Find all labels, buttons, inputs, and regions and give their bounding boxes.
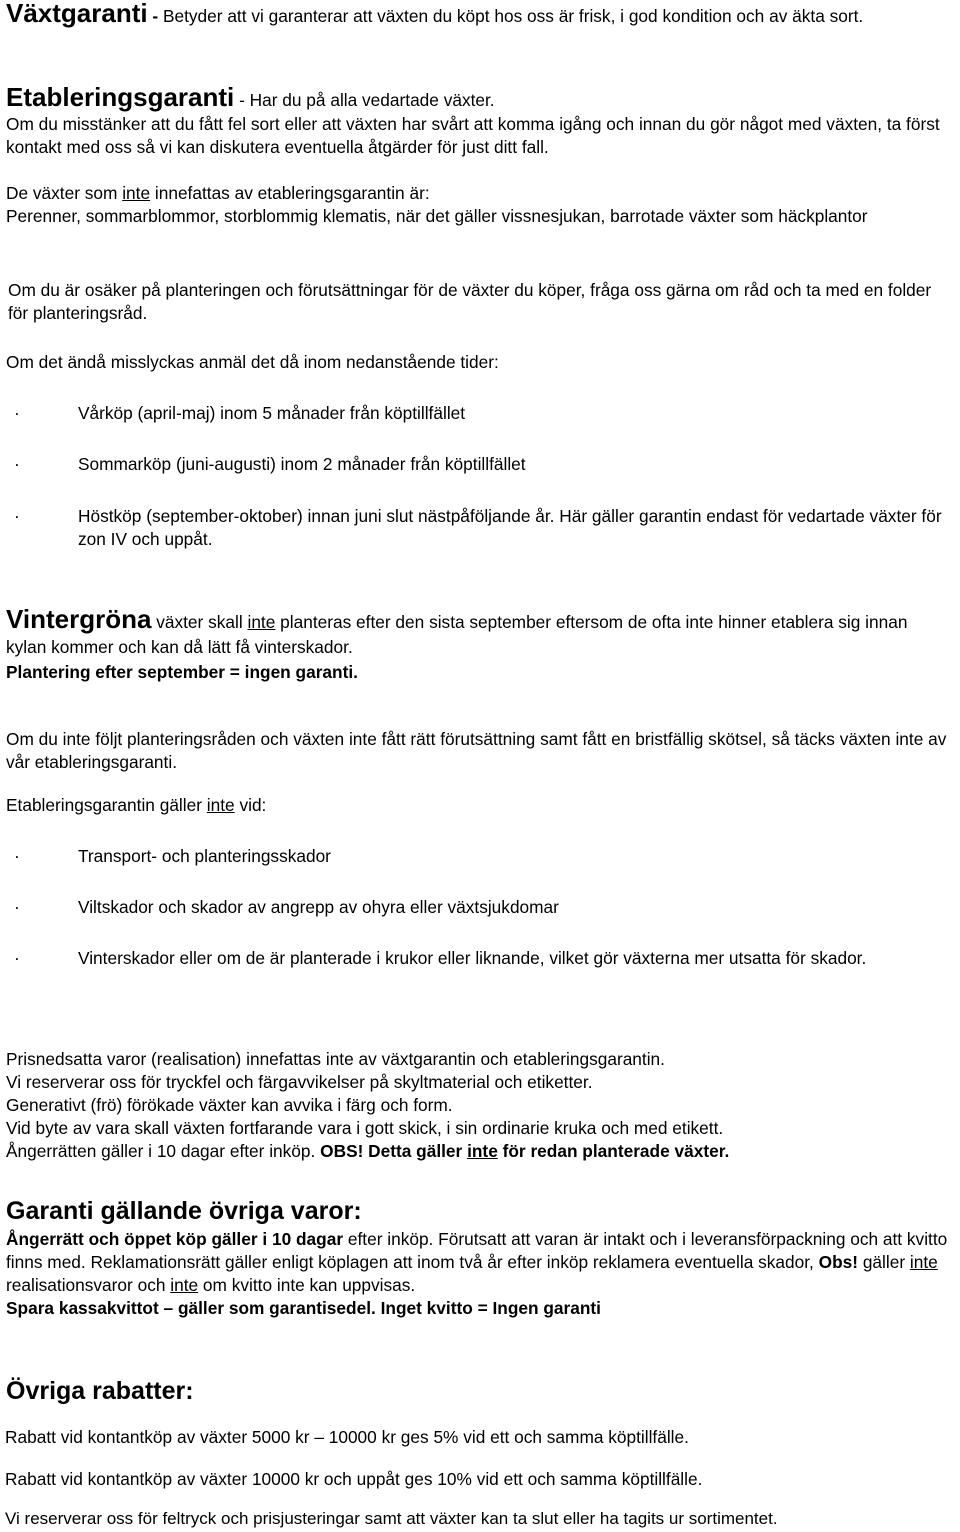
vaxtgaranti-text: Betyder att vi garanterar att växten du köpt hos oss är frisk, i god kondition och av äkta sort. (162, 6, 864, 26)
list-item (6, 896, 950, 919)
etableringsgaranti-subtitle: Har du på alla vedartade växter. (249, 90, 495, 110)
misc-terms (6, 1048, 950, 1163)
etablering-paragraph-1: Om du misstänker att du fått fel sort eller att växten har svårt att komma igång och innan du gör något med växten, ta först kontakt med oss så vi kan diskutera eventuella åtgärder för just ditt fall. (6, 114, 940, 157)
list-item (6, 845, 950, 868)
underlined-text: inte (467, 1141, 498, 1161)
etableringsgaranti-title: Etableringsgaranti (6, 82, 235, 112)
list-item (6, 402, 950, 425)
list-item-text: Sommarköp (juni-augusti) inom 2 månader från köptillfället (78, 454, 526, 474)
list-item-text: Vinterskador eller om de är planterade i krukor eller liknande, vilket gör växterna mer utsatta för skador. (78, 948, 867, 968)
misc-line (6, 1140, 950, 1163)
other-goods-paragraph (6, 1228, 950, 1320)
etableringsgaranti-heading (6, 82, 950, 112)
discount-line: Rabatt vid kontantköp av växter 5000 kr – 10000 kr ges 5% vid ett och samma köptillfälle. (5, 1427, 689, 1447)
disclaimer: Vi reserverar oss för feltryck och prisjusteringar samt att växter kan ta slut eller ha tagits ur sortimentet. (5, 1509, 778, 1528)
underlined-text: inte (122, 183, 151, 203)
receipt-notice: Spara kassakvittot – gäller som garantisedel. Inget kvitto = Ingen garanti (6, 1298, 601, 1318)
guarantee-not-valid (6, 794, 950, 817)
text: Ångerrätten gäller i 10 dagar efter inköp. (6, 1141, 321, 1161)
bullet-icon: · (14, 454, 20, 474)
separator: - (147, 6, 163, 26)
bold-text: för redan planterade växter. (497, 1141, 730, 1161)
text: vid: (234, 795, 267, 815)
text: efter inköp. Förutsatt att varan är intakt och i leveransförpackning och att kvitto finns med. Reklamationsrätt gäller enligt köplagen att inom två år efter inköp reklamera eventuella skador, (6, 1229, 948, 1272)
vaxtgaranti-paragraph (6, 2, 950, 28)
vintergrona-warning: Plantering efter september = ingen garanti. (6, 662, 358, 682)
underlined-text: inte (170, 1275, 199, 1295)
text: De växter som (6, 183, 123, 203)
bold-text: Ångerrätt och öppet köp gäller i 10 dagar (6, 1229, 344, 1249)
misc-line: Prisnedsatta varor (realisation) innefattas inte av växtgarantin och etableringsgarantin. (6, 1049, 665, 1069)
bullet-icon: · (14, 403, 20, 423)
text: gäller (858, 1252, 910, 1272)
text: planteras efter den sista september eftersom de ofta inte hinner etablera sig innan kylan kommer och kan då lätt få vinterskador. (6, 612, 908, 657)
text: realisationsvaror och (6, 1275, 171, 1295)
misc-line: Generativt (frö) förökade växter kan avvika i färg och form. (6, 1095, 453, 1115)
misc-line: Vid byte av vara skall växten fortfarande vara i gott skick, i sin ordinarie kruka och med etikett. (6, 1118, 724, 1138)
vintergrona-title: Vintergröna (6, 604, 152, 634)
bullet-icon: · (14, 846, 20, 866)
text: innefattas av etableringsgarantin är: (150, 183, 430, 203)
text: Etableringsgarantin gäller (6, 795, 207, 815)
bullet-icon: · (14, 897, 20, 917)
care-conditions: Om du inte följt planteringsråden och växten inte fått rätt förutsättning samt fått en bristfällig skötsel, så täcks växten inte av vår etableringsgaranti. (6, 729, 947, 772)
bold-text: Obs! (818, 1252, 859, 1272)
text: om kvitto inte kan uppvisas. (198, 1275, 416, 1295)
bullet-icon: · (14, 948, 20, 968)
misc-line: Vi reserverar oss för tryckfel och färgavvikelser på skyltmaterial och etiketter. (6, 1072, 593, 1092)
list-item (6, 947, 950, 970)
vintergrona-paragraph (6, 604, 950, 685)
list-item-text: Viltskador och skador av angrepp av ohyra eller växtsjukdomar (78, 897, 559, 917)
underlined-text: inte (247, 612, 276, 632)
list-item-text: Vårköp (april-maj) inom 5 månader från köptillfället (78, 403, 466, 423)
separator: - (234, 90, 250, 110)
underlined-text: inte (206, 795, 235, 815)
vaxtgaranti-title: Växtgaranti (6, 0, 148, 28)
planting-advice: Om du är osäker på planteringen och förutsättningar för de växter du köper, fråga oss gärna om råd och ta med en folder för planteringsråd. (8, 280, 932, 323)
bold-text: OBS! Detta gäller (320, 1141, 468, 1161)
exclusion-list: Perenner, sommarblommor, storblommig klematis, när det gäller vissnesjukan, barrotade växter som häckplantor (6, 206, 868, 226)
bullet-icon: · (14, 506, 20, 526)
list-item-text: Transport- och planteringsskador (78, 846, 331, 866)
list-item (6, 453, 950, 476)
list-item-text: Höstköp (september-oktober) innan juni slut nästpåföljande år. Här gäller garantin endast för vedartade växter för zon IV och uppåt. (78, 506, 942, 549)
report-times-intro: Om det ändå misslyckas anmäl det då inom nedanstående tider: (6, 352, 499, 372)
text: växter skall (151, 612, 248, 632)
etablering-exclusions (6, 182, 950, 228)
list-item (6, 505, 950, 551)
underlined-text: inte (909, 1252, 938, 1272)
discounts-heading: Övriga rabatter: (6, 1377, 194, 1405)
other-goods-heading: Garanti gällande övriga varor: (6, 1197, 362, 1225)
discount-line: Rabatt vid kontantköp av växter 10000 kr och uppåt ges 10% vid ett och samma köptillfälle. (5, 1469, 703, 1489)
